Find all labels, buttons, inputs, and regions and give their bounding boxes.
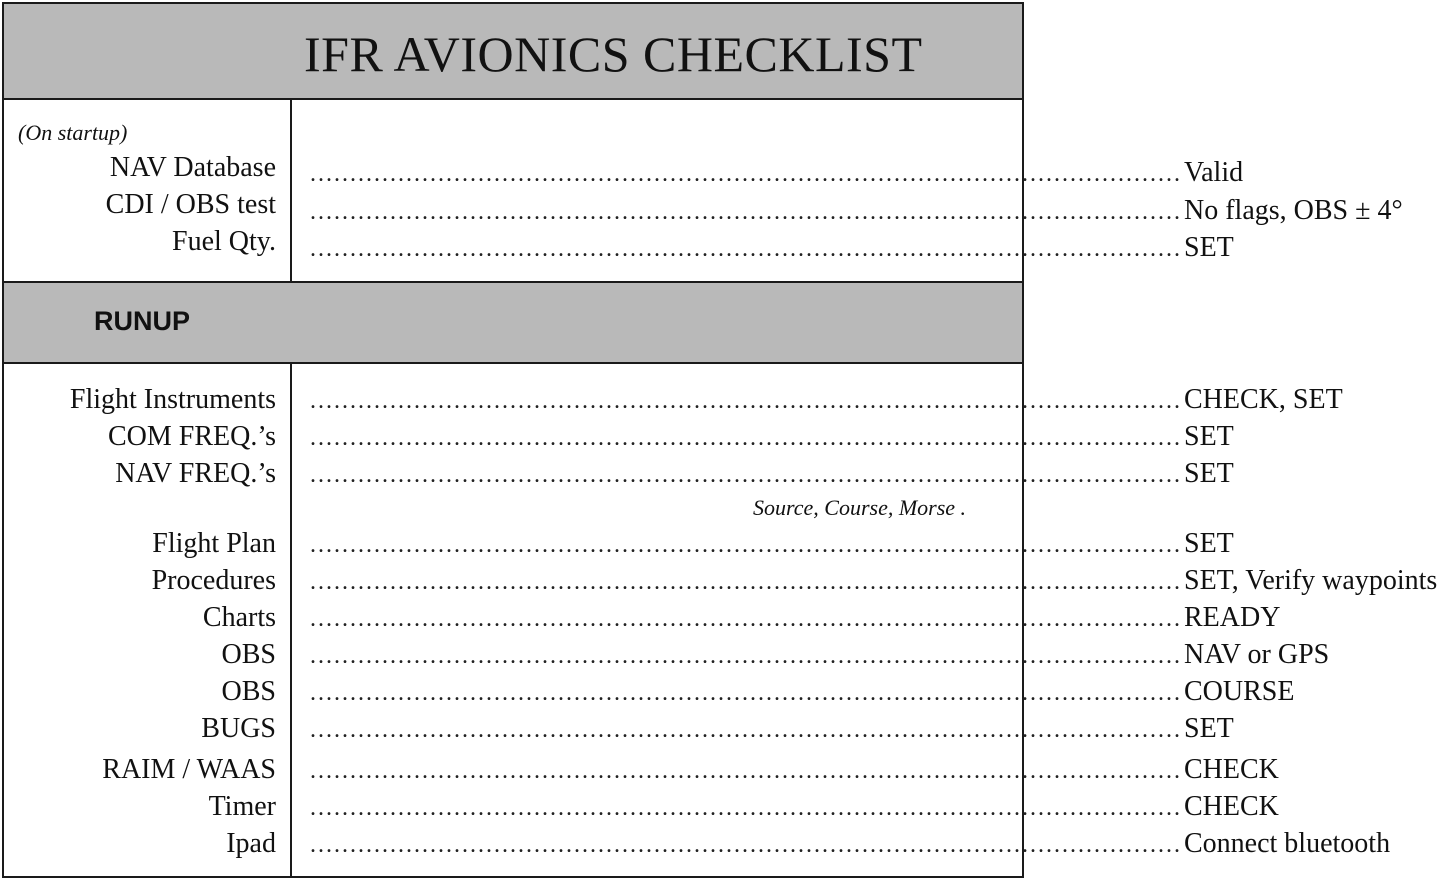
- item-label-nav-database: NAV Database: [109, 152, 276, 183]
- item-value: SET: [1184, 528, 1234, 559]
- item-value: CHECK, SET: [1184, 384, 1343, 415]
- column-divider: [290, 98, 292, 281]
- item-value: NAV or GPS: [1184, 639, 1330, 670]
- checklist-sheet: [2, 2, 1437, 878]
- runup-row: [310, 564, 1437, 599]
- runup-section-bar: [4, 281, 1022, 364]
- checklist-title: IFR AVIONICS CHECKLIST: [304, 26, 923, 82]
- item-value: Valid: [1184, 157, 1244, 188]
- startup-row: [310, 194, 1403, 229]
- item-value: No flags, OBS ± 4°: [1184, 195, 1403, 226]
- item-label-obs: OBS: [221, 676, 276, 707]
- runup-row: [310, 675, 1295, 710]
- runup-row: [310, 527, 1234, 562]
- runup-row: [310, 601, 1281, 636]
- dot-leader: .............................................................................................................: [310, 606, 1182, 632]
- runup-row: [310, 827, 1391, 862]
- title-bar: [4, 4, 1022, 100]
- runup-row: [310, 712, 1234, 747]
- item-value: COURSE: [1184, 676, 1295, 707]
- runup-row: [310, 457, 1234, 492]
- runup-row: [310, 638, 1330, 673]
- item-value: SET: [1184, 458, 1234, 489]
- item-label-timer: Timer: [208, 791, 276, 822]
- item-value: SET: [1184, 713, 1234, 744]
- dot-leader: .............................................................................................................: [310, 388, 1182, 414]
- dot-leader: .............................................................................................................: [310, 758, 1182, 784]
- item-value: SET: [1184, 232, 1234, 263]
- item-value: Connect bluetooth: [1184, 828, 1391, 859]
- dot-leader: .............................................................................................................: [310, 717, 1182, 743]
- dot-leader: .............................................................................................................: [310, 199, 1182, 225]
- dot-leader: .............................................................................................................: [310, 795, 1182, 821]
- runup-row: [310, 753, 1279, 788]
- startup-row: [310, 231, 1234, 266]
- item-label-fuel-qty: Fuel Qty.: [172, 226, 276, 257]
- dot-leader: .............................................................................................................: [310, 236, 1182, 262]
- item-label-flight-instruments: Flight Instruments: [69, 384, 276, 415]
- startup-note: (On startup): [18, 120, 128, 145]
- runup-row: [310, 383, 1343, 418]
- item-label-com-freqs: COM FREQ.’s: [107, 421, 276, 452]
- runup-row: [310, 790, 1279, 825]
- dot-leader: .............................................................................................................: [310, 832, 1182, 858]
- item-label-raim-waas: RAIM / WAAS: [102, 754, 276, 785]
- nav-freq-note: Source, Course, Morse .: [753, 495, 967, 520]
- dot-leader: .............................................................................................................: [310, 569, 1182, 595]
- item-label-nav-freqs: NAV FREQ.’s: [115, 458, 276, 489]
- column-divider: [290, 362, 292, 876]
- item-value: CHECK: [1184, 791, 1279, 822]
- item-label-bugs: BUGS: [201, 713, 276, 744]
- runup-heading: RUNUP: [94, 306, 191, 336]
- item-label-charts: Charts: [202, 602, 276, 633]
- item-value: CHECK: [1184, 754, 1279, 785]
- item-label-cdi-obs-test: CDI / OBS test: [105, 189, 276, 220]
- item-label-procedures: Procedures: [151, 565, 276, 596]
- dot-leader: .............................................................................................................: [310, 680, 1182, 706]
- item-value: SET, Verify waypoints: [1184, 565, 1437, 596]
- item-value: SET: [1184, 421, 1234, 452]
- item-label-flight-plan: Flight Plan: [152, 528, 276, 559]
- runup-row: [310, 420, 1234, 455]
- dot-leader: .............................................................................................................: [310, 161, 1182, 187]
- item-value: READY: [1184, 602, 1281, 633]
- dot-leader: .............................................................................................................: [310, 532, 1182, 558]
- item-label-obs: OBS: [221, 639, 276, 670]
- item-label-ipad: Ipad: [226, 828, 276, 859]
- dot-leader: .............................................................................................................: [310, 425, 1182, 451]
- startup-row: [310, 156, 1244, 191]
- dot-leader: .............................................................................................................: [310, 643, 1182, 669]
- dot-leader: .............................................................................................................: [310, 462, 1182, 488]
